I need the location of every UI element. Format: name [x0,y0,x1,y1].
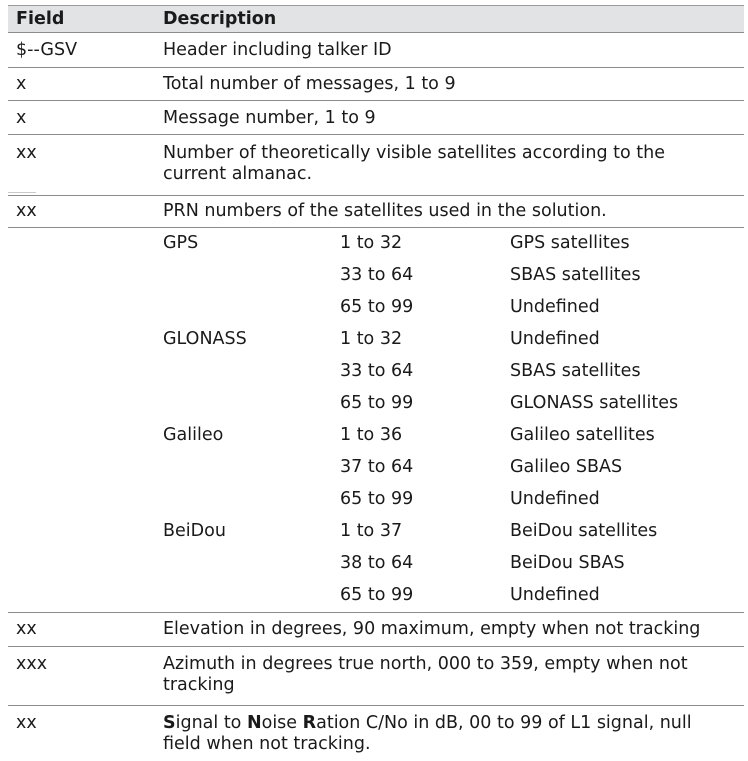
divider [8,612,744,613]
prn-range: 65 to 99 [340,297,414,317]
prn-meaning: SBAS satellites [510,265,641,285]
row-description: Message number, 1 to 9 [163,108,376,128]
text-run: ignal to [175,713,247,733]
prn-system: BeiDou [163,521,226,541]
divider [8,134,744,135]
prn-meaning: Galileo SBAS [510,457,623,477]
prn-range: 37 to 64 [340,457,414,477]
prn-meaning: GLONASS satellites [510,393,679,413]
row-field: xx [16,713,37,733]
header-field: Field [16,9,65,29]
divider [8,195,744,196]
prn-meaning: SBAS satellites [510,361,641,381]
divider [8,67,744,68]
row-description: Elevation in degrees, 90 maximum, empty when not tracking [163,619,701,639]
divider [8,32,744,33]
row-field: xx [16,619,37,639]
prn-range: 33 to 64 [340,265,414,285]
table-header [8,5,744,32]
emphasis-letter: S [163,713,176,733]
row-field: x [16,74,27,94]
row-description-line: tracking [163,675,235,695]
prn-meaning: BeiDou satellites [510,521,658,541]
row-description-line: Azimuth in degrees true north, 000 to 359, empty when not [163,654,688,674]
prn-meaning: Undefined [510,329,600,349]
text-run: ation C/No in dB, 00 to 99 of L1 signal, null [316,713,692,733]
prn-range: 1 to 32 [340,233,403,253]
emphasis-letter: N [246,713,262,733]
prn-meaning: BeiDou SBAS [510,553,625,573]
prn-meaning: Undefined [510,489,600,509]
prn-meaning: Galileo satellites [510,425,655,445]
emphasis-letter: R [302,713,317,733]
row-description: Total number of messages, 1 to 9 [163,74,456,94]
prn-range: 1 to 32 [340,329,403,349]
row-field: xx [16,201,37,221]
prn-range: 1 to 37 [340,521,403,541]
row-description-line: Number of theoretically visible satellites according to the [163,143,666,163]
prn-range: 65 to 99 [340,585,414,605]
header-description: Description [163,9,277,29]
prn-system: GLONASS [163,329,247,349]
row-field: $--GSV [16,40,78,60]
row-field: x [16,108,27,128]
divider [8,705,744,706]
prn-range: 33 to 64 [340,361,414,381]
row-description: PRN numbers of the satellites used in the solution. [163,201,607,221]
prn-meaning: Undefined [510,585,600,605]
row-tick [8,192,36,193]
divider [8,100,744,101]
prn-range: 1 to 36 [340,425,403,445]
prn-meaning: Undefined [510,297,600,317]
row-description: Header including talker ID [163,40,392,60]
divider [8,646,744,647]
prn-range: 65 to 99 [340,489,414,509]
row-description-line: field when not tracking. [163,734,371,754]
prn-system: GPS [163,233,199,253]
prn-system: Galileo [163,425,224,445]
text-run: oise [261,713,303,733]
row-description-line [163,713,692,734]
row-field: xx [16,143,37,163]
prn-range: 38 to 64 [340,553,414,573]
divider [8,227,744,228]
prn-range: 65 to 99 [340,393,414,413]
row-description-line: current almanac. [163,164,313,184]
row-field: xxx [16,654,48,674]
prn-meaning: GPS satellites [510,233,630,253]
